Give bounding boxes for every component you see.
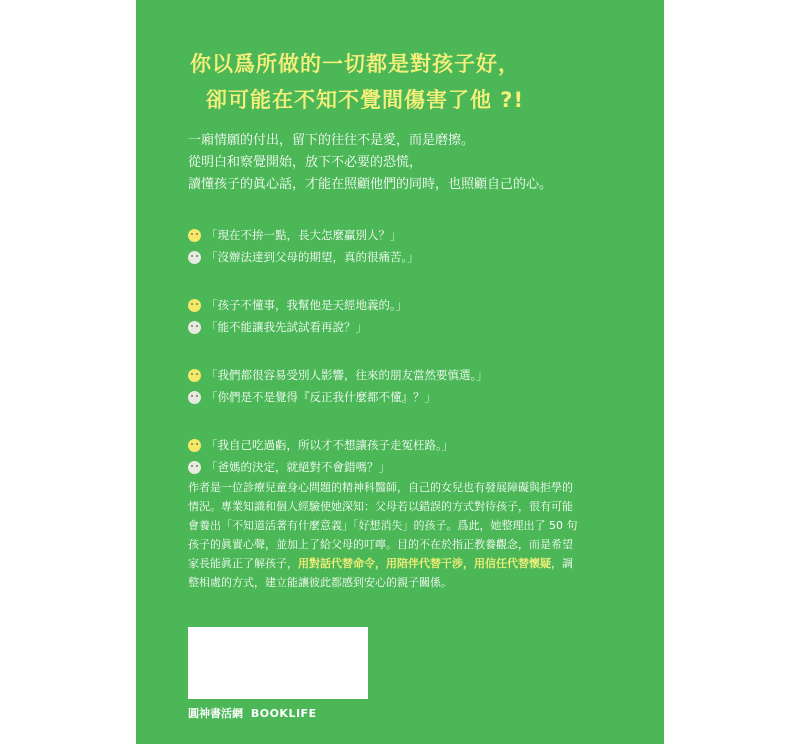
happy-face-icon <box>188 439 201 452</box>
happy-face-icon <box>188 369 201 382</box>
highlight-phrase: 用陪伴代替干涉 <box>386 557 463 570</box>
sad-face-icon <box>188 251 201 264</box>
intro-line: 從明白和察覺開始，放下不必要的恐慌， <box>188 155 423 170</box>
parent-quote-text: 「現在不拚一點，長大怎麼贏別人？」 <box>206 228 402 242</box>
headline-line-1: 你以爲所做的一切都是對孩子好， <box>190 52 520 76</box>
parent-quote-text: 「我們都很容易受別人影響，往來的朋友當然要慎選。」 <box>206 368 488 382</box>
description-text-end: ，調整相處的方式，建立能讓彼此都感到安心的親子關係。 <box>188 557 573 589</box>
description-text <box>188 478 580 592</box>
description-text-start: 作者是一位診療兒童身心問題的精神科醫師，自己的女兒也有發展障礙與拒學的情況。專業知識和個人經驗使她深知：父母若以錯誤的方式對待孩子，很有可能會養出「不知道活著有什麼意義」「好想消失」的孩子。爲此，她整理出了 50 句孩子的眞實心聲，並加上了給父母的叮嚀。目的不在於指正教養觀念，而是希望家長能眞正了解孩子， <box>188 481 578 570</box>
publisher-logo <box>188 705 317 721</box>
sad-face-icon <box>188 391 201 404</box>
parent-quote-text: 「我自己吃過虧，所以才不想讓孩子走冤枉路。」 <box>206 438 454 452</box>
sad-face-icon <box>188 461 201 474</box>
headline-line-2: 卻可能在不知不覺間傷害了他 ?! <box>206 88 525 112</box>
parent-quote <box>188 294 488 316</box>
highlight-separator: ， <box>375 557 386 570</box>
highlight-phrase: 用信任代替懷疑 <box>474 557 551 570</box>
child-quote-text: 「你們是不是覺得『反正我什麼都不懂』？」 <box>206 390 436 404</box>
headline <box>190 46 524 118</box>
parent-quote <box>188 364 488 386</box>
child-quote-text: 「能不能讓我先試試看再說？」 <box>206 320 367 334</box>
dialog-pair <box>188 434 488 478</box>
parent-quote-text: 「孩子不懂事，我幫他是天經地義的。」 <box>206 298 408 312</box>
publisher-name: 圓神書活網 <box>188 707 243 720</box>
dialog-pair <box>188 294 488 338</box>
child-quote <box>188 246 488 268</box>
barcode-area <box>188 627 368 699</box>
dialog-pair <box>188 224 488 268</box>
description-paragraph <box>188 478 580 592</box>
highlight-separator: ， <box>463 557 474 570</box>
intro-paragraph <box>188 130 552 196</box>
highlight-phrase: 用對話代替命令 <box>298 557 375 570</box>
parent-quote <box>188 434 488 456</box>
dialog-list <box>188 224 488 504</box>
child-quote-text: 「爸媽的決定，就絕對不會錯嗎？」 <box>206 460 390 474</box>
intro-line: 一廂情願的付出，留下的往往不是愛，而是磨擦。 <box>188 133 475 148</box>
child-quote-text: 「沒辦法達到父母的期望，真的很痛苦。」 <box>206 250 419 264</box>
book-back-cover <box>136 0 664 744</box>
dialog-pair <box>188 364 488 408</box>
child-quote <box>188 456 488 478</box>
parent-quote <box>188 224 488 246</box>
happy-face-icon <box>188 229 201 242</box>
happy-face-icon <box>188 299 201 312</box>
intro-line: 讀懂孩子的眞心話，才能在照顧他們的同時，也照顧自己的心。 <box>188 177 553 192</box>
sad-face-icon <box>188 321 201 334</box>
publisher-brand: BOOKLIFE <box>250 707 317 720</box>
child-quote <box>188 316 488 338</box>
child-quote <box>188 386 488 408</box>
